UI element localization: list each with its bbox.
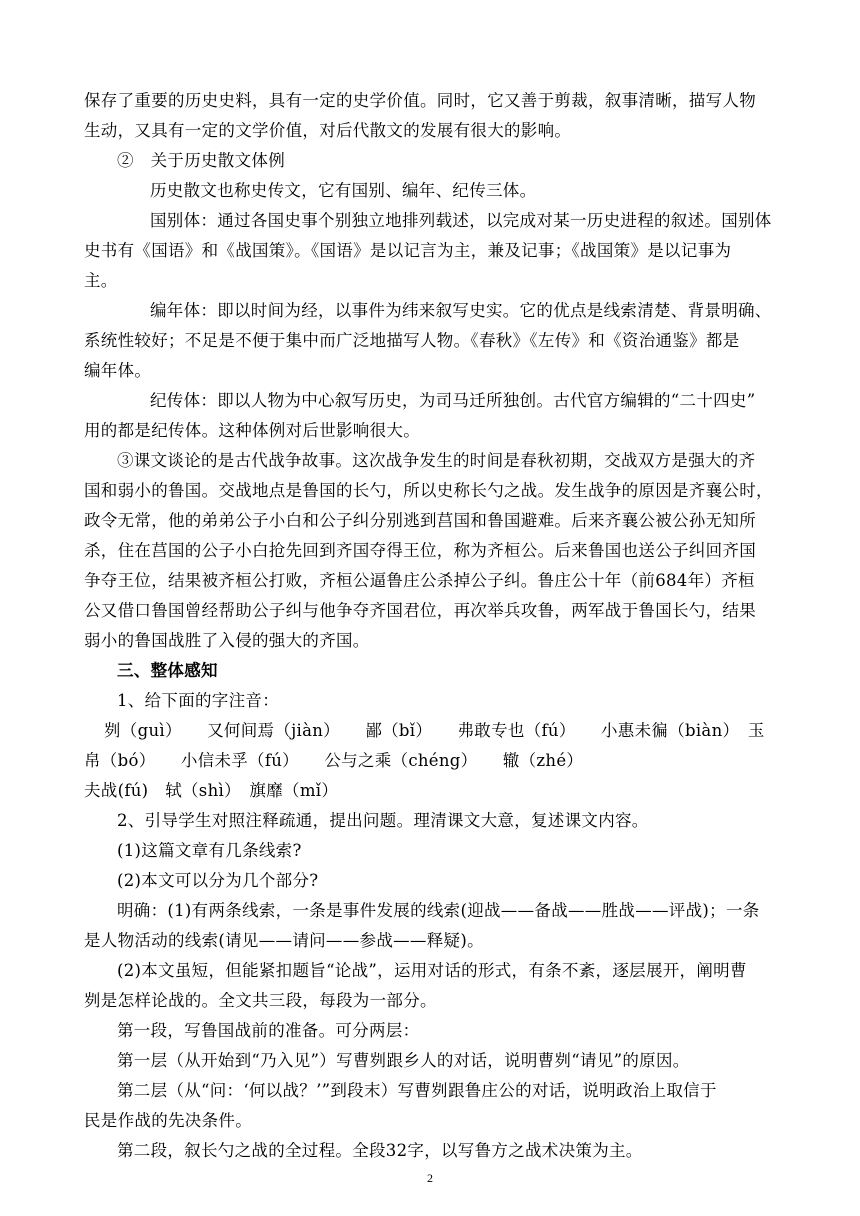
paragraph-line: 用的都是纪传体。这种体例对后世影响很大。 [84,421,420,440]
paragraph-line: 保存了重要的历史史料，具有一定的史学价值。同时，它又善于剪裁，叙事清晰，描写人物 [84,91,756,110]
paragraph-line: 编年体。 [84,361,152,380]
paragraph-line: 纪传体：即以人物为中心叙写历史，为司马迁所独创。古代官方编辑的“二十四史” [150,391,756,410]
paragraph-line: 争夺王位，结果被齐桓公打败，齐桓公逼鲁庄公杀掉公子纠。鲁庄公十年（前684年）齐桓 [84,571,755,590]
paragraph-line: 帛（bó） 小信未孚（fú） 公与之乘（chéng） 辙（zhé） [84,751,584,770]
paragraph-line: 是人物活动的线索(请见——请问——参战——释疑)。 [84,931,484,950]
paragraph-line: 编年体：即以时间为经，以事件为纬来叙写史实。它的优点是线索清楚、背景明确、 [150,301,772,320]
paragraph-line: 夫战(fú) 轼（shì） 旗靡（mǐ） [84,781,339,800]
paragraph-line: 2、引导学生对照注释疏通，提出问题。理清课文大意，复述课文内容。 [117,811,649,830]
paragraph-line: 主。 [84,271,118,290]
paragraph-line: 刿（guì） 又何间焉（jiàn） 鄙（bǐ） 弗敢专也（fú） 小惠未徧（biàn） 玉 [104,721,765,740]
paragraph-line: 史书有《国语》和《战国策》。《国语》是以记言为主，兼及记事；《战国策》是以记事为 [84,241,732,260]
paragraph-line: 政令无常，他的弟弟公子小白和公子纠分别逃到莒国和鲁国避难。后来齐襄公被公孙无知所 [84,511,756,530]
paragraph-line: 刿是怎样论战的。全文共三段，每段为一部分。 [84,991,437,1010]
paragraph-line: 公又借口鲁国曾经帮助公子纠与他争夺齐国君位，再次举兵攻鲁，两军战于鲁国长勺，结果 [84,601,756,620]
paragraph-line: (1)这篇文章有几条线索? [117,841,302,860]
paragraph-line: ③课文谈论的是古代战争故事。这次战争发生的时间是春秋初期，交战双方是强大的齐 [117,451,756,470]
paragraph-line: 第二段，叙长勺之战的全过程。全段32字，以写鲁方之战术决策为主。 [117,1141,643,1160]
paragraph-line: 第二层（从“问：‘何以战？’”到段末）写曹刿跟鲁庄公的对话，说明政治上取信于 [117,1081,717,1100]
paragraph-line: 国和弱小的鲁国。交战地点是鲁国的长勺，所以史称长勺之战。发生战争的原因是齐襄公时， [84,481,773,500]
paragraph-line: 1、给下面的字注音： [117,691,279,710]
paragraph-line: (2)本文可以分为几个部分? [117,871,319,890]
paragraph-line: 杀，住在莒国的公子小白抢先回到齐国夺得王位，称为齐桓公。后来鲁国也送公子纠回齐国 [84,541,756,560]
paragraph-line: 明确：(1)有两条线索，一条是事件发展的线索(迎战——备战——胜战——评战)；一条 [117,901,760,920]
paragraph-line: 系统性较好；不足是不便于集中而广泛地描写人物。《春秋》《左传》和《资治通鉴》都是 [84,331,740,350]
paragraph-line: 第一段，写鲁国战前的准备。可分两层： [117,1021,420,1040]
paragraph-line: 历史散文也称史传文，它有国别、编年、纪传三体。 [150,181,537,200]
paragraph-line: 弱小的鲁国战胜了入侵的强大的齐国。 [84,631,370,650]
paragraph-line: 第一层（从开始到“乃入见”）写曹刿跟乡人的对话，说明曹刿“请见”的原因。 [117,1051,690,1070]
paragraph-line: 生动，又具有一定的文学价值，对后代散文的发展有很大的影响。 [84,121,572,140]
section-heading: 三、整体感知 [117,661,218,680]
page-number: 2 [427,1171,433,1185]
paragraph-line: 民是作战的先决条件。 [84,1111,252,1130]
section-heading: ② 关于历史散文体例 [117,151,285,170]
paragraph-line: 国别体：通过各国史事个别独立地排列载述，以完成对某一历史进程的叙述。国别体 [150,211,772,230]
paragraph-line: (2)本文虽短，但能紧扣题旨“论战”，运用对话的形式，有条不紊，逐层展开，阐明曹 [117,961,747,980]
